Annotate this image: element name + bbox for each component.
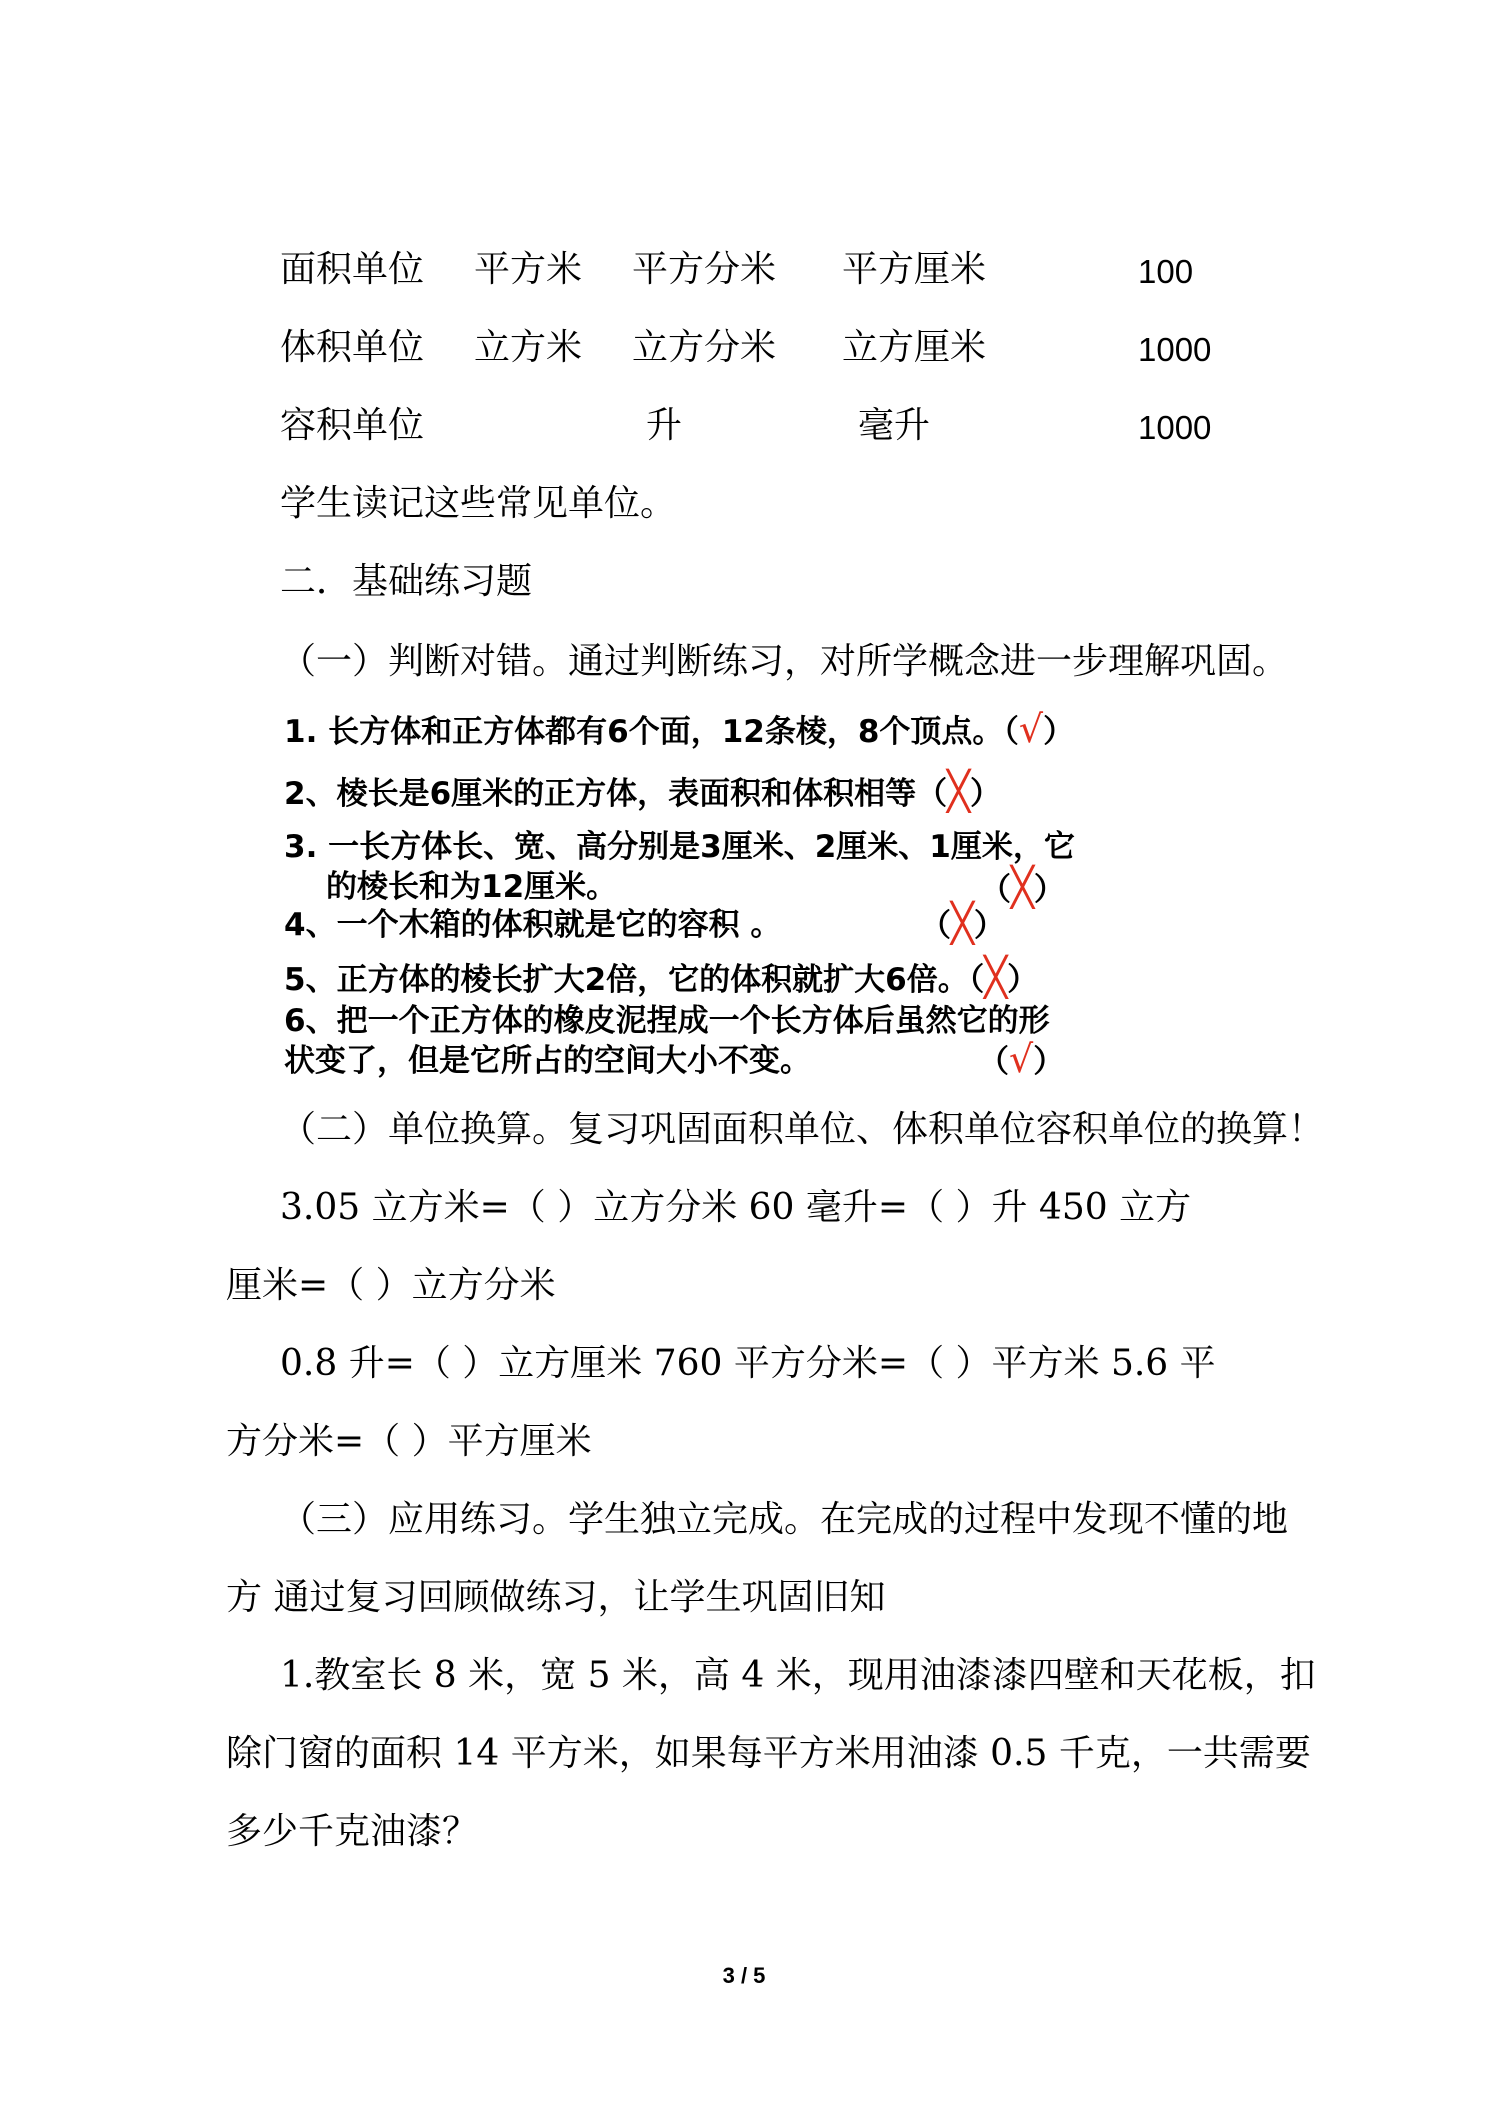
judge-answer	[978, 1037, 1065, 1081]
unit-label: 面积单位	[280, 249, 425, 290]
judge-text: 状变了，但是它所占的空间大小不变。	[284, 1043, 811, 1079]
problem-line: 多少千克油漆？	[226, 1811, 479, 1852]
judge-item	[284, 769, 1002, 813]
part3-title: （三）应用练习。学生独立完成。在完成的过程中发现不懂的地	[280, 1499, 1289, 1540]
unit-label: 体积单位	[280, 327, 425, 368]
judge-text: 6、把一个正方体的橡皮泥捏成一个长方体后虽然它的形	[284, 1003, 1050, 1039]
unit-2: 升	[646, 405, 683, 446]
judge-open: （	[978, 1044, 1009, 1080]
judge-answer	[980, 865, 1065, 909]
unit-1: 平方米	[474, 249, 583, 290]
unit-rate: 1000	[1138, 409, 1212, 446]
unit-3: 平方厘米	[842, 249, 987, 290]
unit-rate: 1000	[1138, 331, 1212, 368]
judge-open: （	[920, 908, 951, 944]
check-mark-icon: √	[1018, 707, 1044, 751]
judge-text: 2、棱长是6厘米的正方体，表面积和体积相等（	[284, 776, 948, 812]
unit-2: 平方分米	[632, 249, 777, 290]
judge-close: ）	[1007, 962, 1039, 998]
conversion-line: 3.05 立方米=（ ）立方分米 60 毫升=（ ）升 450 立方	[280, 1187, 1192, 1228]
part1-title: （一）判断对错。通过判断练习，对所学概念进一步理解巩固。	[280, 641, 1289, 682]
judge-text: 5、正方体的棱长扩大2倍，它的体积就扩大6倍。（	[284, 962, 985, 998]
cross-mark-icon: ╳	[1011, 865, 1034, 909]
conversion-line: 方分米=（ ）平方厘米	[226, 1421, 592, 1462]
unit-2: 立方分米	[632, 327, 777, 368]
judge-item	[284, 1002, 1050, 1040]
unit-label: 容积单位	[280, 405, 425, 446]
judge-close: ）	[1033, 1044, 1065, 1080]
unit-3: 立方厘米	[842, 327, 987, 368]
judge-item-cont	[284, 1042, 811, 1080]
student-note: 学生读记这些常见单位。	[280, 483, 677, 524]
cross-mark-icon: ╳	[947, 769, 971, 813]
judge-text: 3. 一长方体长、宽、高分别是3厘米、2厘米、1厘米，它	[284, 829, 1075, 865]
problem-line: 除门窗的面积 14 平方米，如果每平方米用油漆 0.5 千克，一共需要	[226, 1733, 1311, 1774]
judge-close: ）	[1043, 714, 1075, 750]
judge-close: ）	[973, 908, 1005, 944]
unit-3: 毫升	[858, 405, 931, 446]
judge-text: 的棱长和为12厘米。	[326, 869, 618, 905]
judge-item-cont	[326, 868, 617, 906]
judge-open: （	[980, 872, 1011, 908]
unit-rate: 100	[1138, 253, 1194, 290]
check-mark-icon: √	[1009, 1037, 1034, 1081]
judge-item	[284, 707, 1075, 751]
problem-line: 1.教室长 8 米，宽 5 米，高 4 米，现用油漆漆四壁和天花板，扣	[280, 1655, 1316, 1696]
judge-close: ）	[1033, 872, 1065, 908]
part2-title: （二）单位换算。复习巩固面积单位、体积单位容积单位的换算！	[280, 1109, 1325, 1150]
part3-title-cont: 方 通过复习回顾做练习，让学生巩固旧知	[226, 1577, 886, 1618]
unit-1: 立方米	[474, 327, 583, 368]
section-title: 二．基础练习题	[280, 561, 533, 602]
judge-answer	[920, 901, 1005, 945]
judge-item	[284, 828, 1075, 866]
judge-close: ）	[970, 776, 1002, 812]
cross-mark-icon: ╳	[951, 901, 974, 945]
conversion-line: 厘米=（ ）立方分米	[226, 1265, 556, 1306]
judge-item	[284, 955, 1039, 999]
cross-mark-icon: ╳	[984, 955, 1008, 999]
judge-text: 1. 长方体和正方体都有6个面，12条棱，8个顶点。（	[284, 714, 1019, 750]
page-number: 3 / 5	[722, 1963, 766, 1988]
judge-item	[284, 906, 781, 944]
judge-text: 4、一个木箱的体积就是它的容积 。	[284, 907, 782, 943]
conversion-line: 0.8 升=（ ）立方厘米 760 平方分米=（ ）平方米 5.6 平	[280, 1343, 1216, 1384]
